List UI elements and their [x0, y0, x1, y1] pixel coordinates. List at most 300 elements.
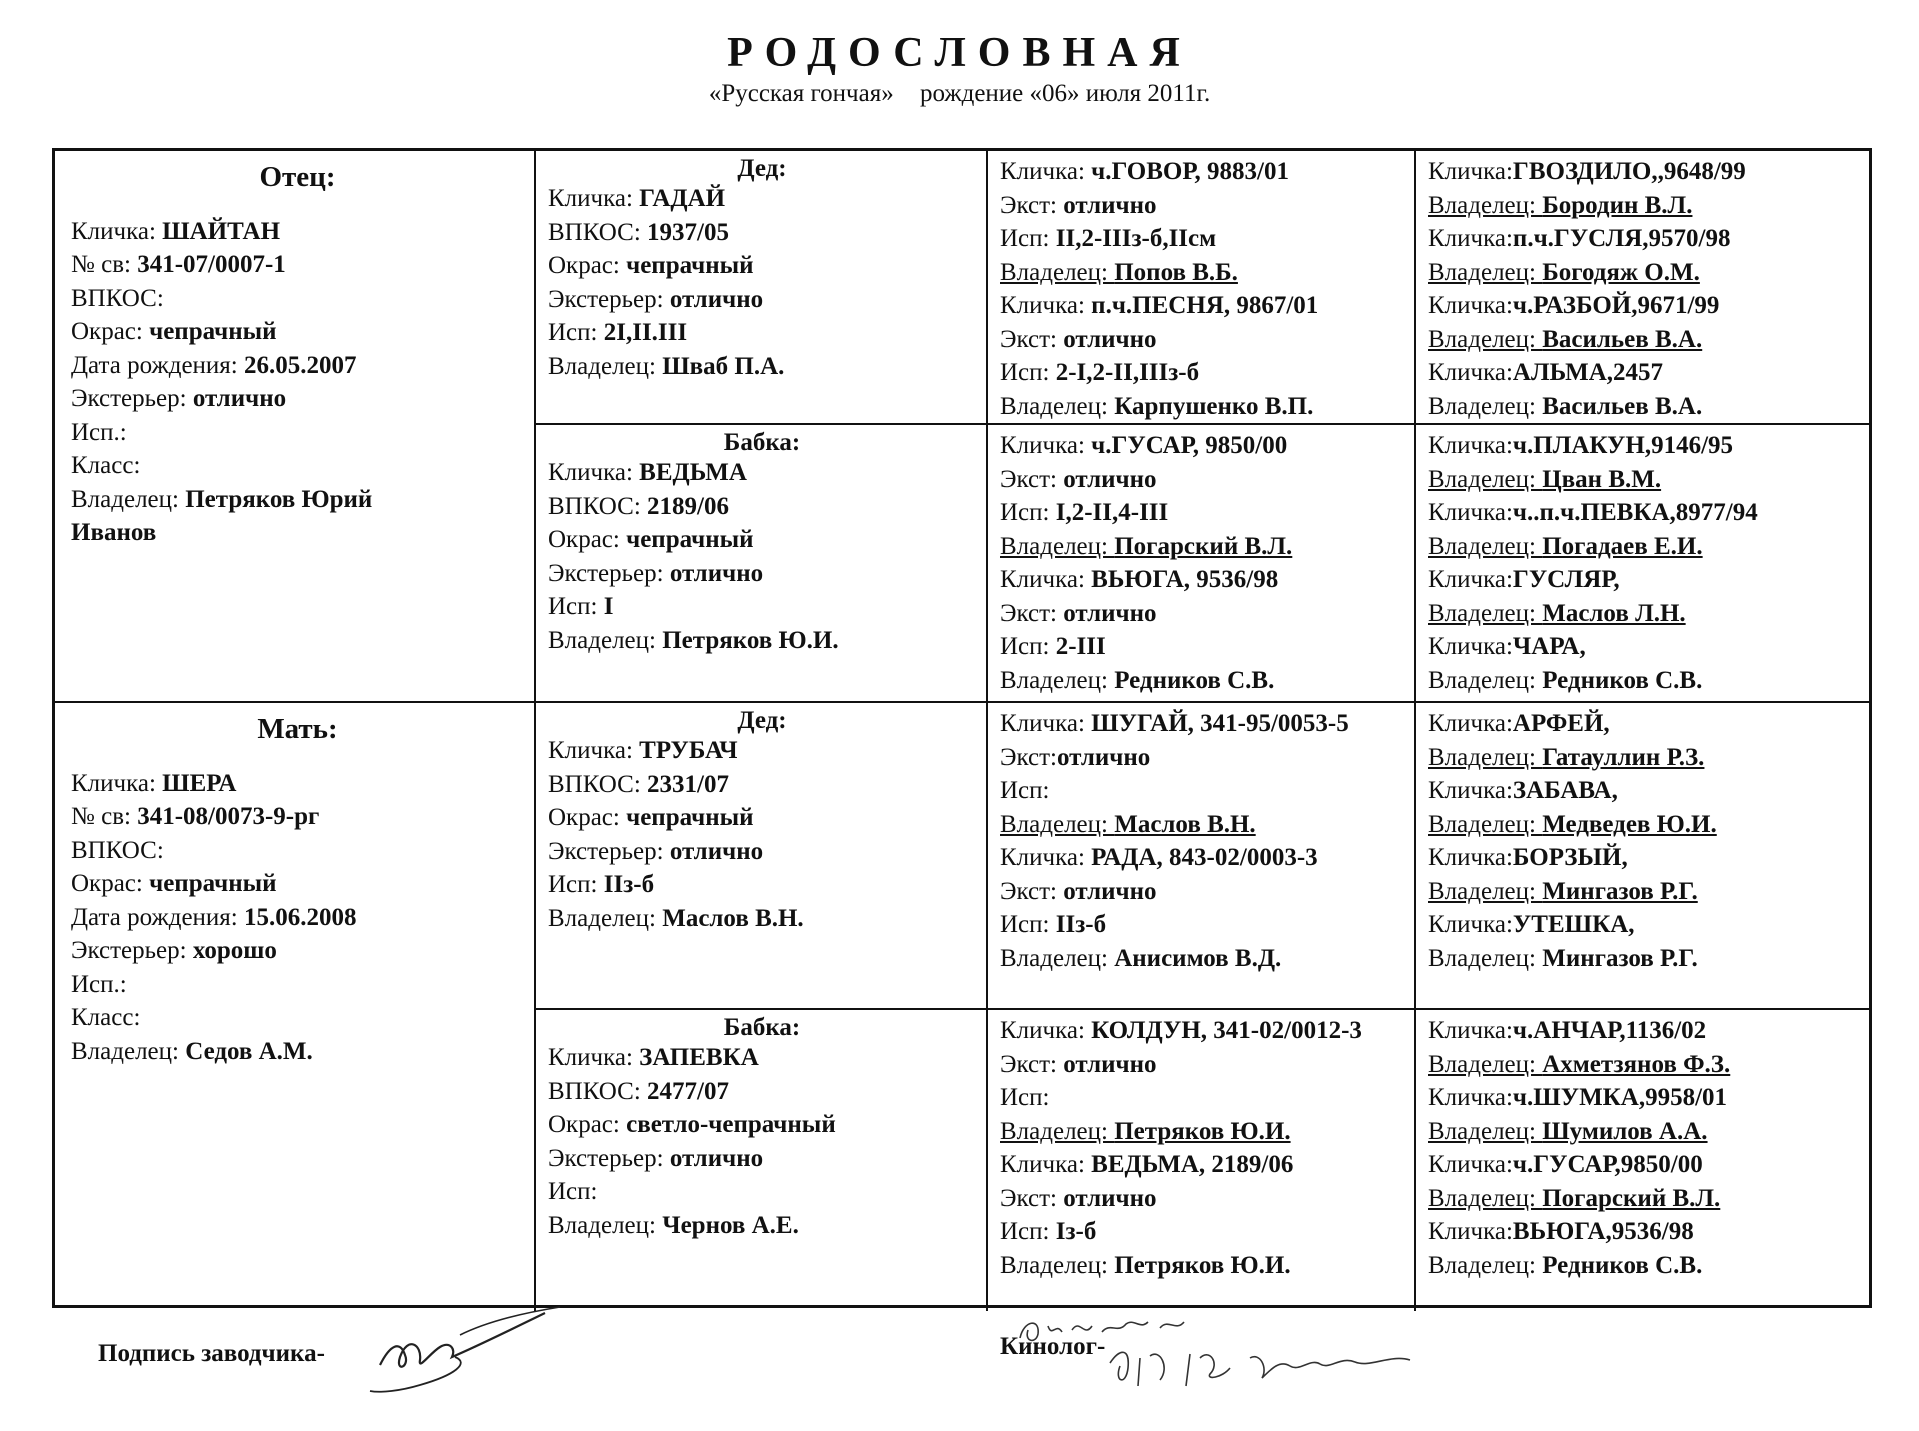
field-label: Владелец: [1428, 1117, 1543, 1145]
field-value: отлично [1057, 743, 1151, 771]
field-label: Кличка: [1428, 158, 1513, 185]
field-label: Владелец: [1000, 258, 1115, 286]
grandparent-line [548, 1142, 976, 1176]
great-grandparents-cell [988, 1010, 1416, 1311]
field-value: Погарский В.Л. [1114, 532, 1293, 560]
great-grandparent-line [1000, 707, 1404, 741]
breeder-signature-label: Подпись заводчика- [98, 1340, 325, 1367]
field-label: Владелец: [1000, 944, 1115, 972]
field-value: п.ч.ГУСЛЯ,9570/98 [1512, 225, 1731, 252]
mother-line [71, 834, 524, 868]
field-value: ГВОЗДИЛО,,9648/99 [1512, 158, 1746, 185]
field-value: УТЕШКА, [1512, 911, 1635, 938]
mother-line [71, 800, 524, 834]
field-label: Владелец: [1428, 392, 1543, 420]
great-great-grandparent-line [1428, 463, 1859, 497]
great-grandparent-line [1000, 664, 1404, 698]
great-great-grandparent-line [1428, 774, 1859, 808]
father-line [71, 416, 524, 450]
field-label: Кличка: [548, 1044, 640, 1071]
field-value: отлично [1063, 325, 1157, 353]
field-label: Кличка: [1428, 1151, 1513, 1178]
field-label: Исп: [548, 593, 604, 620]
field-value: Маслов В.Н. [1114, 810, 1256, 838]
field-label: Владелец: [1428, 532, 1543, 560]
field-value: КОЛДУН, 341-02/0012-3 [1091, 1017, 1362, 1044]
field-label: Исп: [548, 319, 604, 346]
field-value: Петряков Ю.И. [1114, 1251, 1291, 1279]
field-value: Бородин В.Л. [1542, 191, 1693, 219]
field-label: Кличка: [548, 737, 640, 764]
field-label: Экстерьер: [71, 937, 193, 964]
great-great-grandparent-line [1428, 741, 1859, 775]
mother-line [71, 968, 524, 1002]
field-label: Дата рождения: [71, 903, 244, 931]
field-value: отлично [669, 1144, 764, 1172]
great-great-grandparent-line [1428, 289, 1859, 323]
great-grandparent-line [1000, 774, 1404, 808]
field-label: Экст: [1000, 599, 1064, 627]
field-value: отлично [1063, 191, 1157, 219]
field-value: Редников С.В. [1542, 666, 1703, 694]
field-label: Исп: [548, 871, 604, 898]
field-value: Погадаев Е.И. [1542, 532, 1703, 560]
father-line [71, 282, 524, 316]
great-grandparent-line [1000, 155, 1404, 189]
field-label: Окрас: [71, 318, 150, 345]
great-great-grandparent-line [1428, 1148, 1859, 1182]
field-label: Кличка: [1000, 1017, 1092, 1044]
father-line [71, 248, 524, 282]
field-value: АРФЕЙ, [1512, 710, 1610, 737]
field-label: Кличка: [548, 459, 640, 486]
great-great-grandparent-line [1428, 356, 1859, 390]
grandparent-line [548, 868, 976, 902]
field-label: Владелец: [1000, 666, 1115, 694]
great-great-grandparent-line [1428, 256, 1859, 290]
field-label: Исп: [1000, 1084, 1050, 1111]
great-great-grandparent-line [1428, 630, 1859, 664]
field-value: БОРЗЫЙ, [1512, 844, 1628, 871]
grandparent-line [548, 590, 976, 624]
grandparent-line [548, 557, 976, 591]
field-label: ВПКОС: [548, 770, 648, 798]
father-line [71, 483, 524, 517]
field-label: Владелец: [1428, 1251, 1543, 1279]
field-label: Исп: [1000, 225, 1056, 252]
field-label: Кличка: [1428, 777, 1513, 804]
great-great-grandparent-line [1428, 222, 1859, 256]
field-value: отлично [1063, 599, 1157, 627]
great-grandparent-line [1000, 875, 1404, 909]
great-grandparent-line [1000, 1215, 1404, 1249]
great-great-grandparents-cell [1416, 151, 1869, 425]
field-label: Владелец: [548, 1211, 663, 1239]
mother-cell [55, 703, 536, 1311]
field-label: Владелец: [548, 352, 663, 380]
field-label: Кличка: [1428, 499, 1513, 526]
field-label: № св: [71, 803, 138, 830]
field-value: 2I,II.III [603, 319, 688, 346]
field-value: Васильев В.А. [1542, 325, 1703, 353]
field-value: 26.05.2007 [244, 351, 357, 379]
field-label: Кличка: [71, 217, 163, 245]
great-great-grandparent-line [1428, 155, 1859, 189]
field-value: ч.ПЛАКУН,9146/95 [1512, 432, 1734, 459]
field-value: хорошо [192, 937, 277, 964]
field-label: Владелец: [71, 1037, 186, 1065]
great-grandparent-line [1000, 289, 1404, 323]
field-value: Цван В.М. [1542, 465, 1662, 493]
field-label: Кличка: [1428, 292, 1513, 319]
field-label: Кличка: [1000, 844, 1092, 871]
grandparent-line [548, 801, 976, 835]
field-label: Экстерьер: [548, 1144, 670, 1172]
field-label: Кличка: [1428, 225, 1513, 252]
field-label: Владелец: [1428, 325, 1543, 353]
field-value: II,2-IIIз-б,IIсм [1055, 225, 1217, 252]
father-line [71, 215, 524, 249]
field-value: чепрачный [626, 252, 754, 279]
field-value: чепрачный [626, 804, 754, 831]
great-grandparent-line [1000, 356, 1404, 390]
field-label: Владелец: [1428, 1050, 1543, 1078]
great-great-grandparent-line [1428, 323, 1859, 357]
mother-role-heading: Мать: [257, 713, 338, 745]
field-value: Петряков Ю.И. [1114, 1117, 1291, 1145]
field-label: Класс: [71, 1004, 141, 1031]
field-value: ВЕДЬМА, 2189/06 [1091, 1151, 1294, 1178]
great-great-grandparent-line [1428, 496, 1859, 530]
field-value: ВЬЮГА,9536/98 [1512, 1218, 1694, 1245]
father-role-heading: Отец: [259, 161, 336, 193]
field-label: Владелец: [1000, 392, 1115, 420]
great-grandparent-line [1000, 429, 1404, 463]
field-value: РАДА, 843-02/0003-3 [1091, 844, 1318, 871]
mother-line [71, 901, 524, 935]
grandparent-line [548, 835, 976, 869]
field-label: Владелец: [1428, 810, 1543, 838]
field-label: Класс: [71, 452, 141, 479]
grandparent-cell [536, 1010, 988, 1311]
mother-line [71, 767, 524, 801]
great-great-grandparents-cell [1416, 425, 1869, 703]
great-great-grandparent-line [1428, 1115, 1859, 1149]
field-label: Владелец: [548, 626, 663, 654]
father-line [71, 315, 524, 349]
field-value: 1937/05 [647, 218, 729, 246]
field-value: IIз-б [603, 871, 655, 898]
great-great-grandparent-line [1428, 1182, 1859, 1216]
field-label: Дата рождения: [71, 351, 244, 379]
father-line [71, 516, 524, 550]
field-value: Петряков Ю.И. [662, 626, 839, 654]
great-grandparent-line [1000, 630, 1404, 664]
field-value: ЗАБАВА, [1512, 777, 1618, 804]
field-value: Мингазов Р.Г. [1542, 944, 1698, 972]
father-cell [55, 151, 536, 703]
great-grandparent-line [1000, 390, 1404, 424]
field-value: отлично [1063, 1184, 1157, 1212]
father-line [71, 449, 524, 483]
field-label: Владелец: [1428, 465, 1543, 493]
field-label: Кличка: [1000, 566, 1092, 593]
field-label: Экст: [1000, 1050, 1064, 1078]
father-line [71, 382, 524, 416]
great-great-grandparent-line [1428, 1081, 1859, 1115]
cynologist-signature-label: Кинолог- [1000, 1333, 1106, 1360]
great-great-grandparent-line [1428, 942, 1859, 976]
field-value: Редников С.В. [1542, 1251, 1703, 1279]
field-label: Кличка: [1000, 1151, 1092, 1178]
great-great-grandparent-line [1428, 1249, 1859, 1283]
great-grandparent-line [1000, 1115, 1404, 1149]
great-great-grandparent-line [1428, 1014, 1859, 1048]
field-value: 2331/07 [647, 770, 729, 798]
field-label: Кличка: [1428, 710, 1513, 737]
great-great-grandparent-line [1428, 808, 1859, 842]
field-label: Кличка: [1428, 359, 1513, 386]
great-grandparent-line [1000, 256, 1404, 290]
field-label: Исп.: [71, 970, 127, 998]
field-label: ВПКОС: [548, 1077, 648, 1105]
great-great-grandparents-cell [1416, 703, 1869, 1010]
grandparent-line [548, 1075, 976, 1109]
grandparent-line [548, 1175, 976, 1209]
grandparent-line [548, 283, 976, 317]
field-value: IIз-б [1055, 911, 1107, 938]
field-value: отлично [192, 385, 287, 412]
field-label: Владелец: [1000, 810, 1115, 838]
field-value: 2-III [1055, 633, 1106, 660]
grandparent-line [548, 1041, 976, 1075]
field-label: Кличка: [71, 769, 163, 797]
field-value: ШАЙТАН [162, 217, 281, 245]
field-label: Экстерьер: [71, 385, 193, 412]
field-label: Экст: [1000, 325, 1064, 353]
great-grandparent-line [1000, 1249, 1404, 1283]
mother-line [71, 1035, 524, 1069]
field-value: 341-07/0007-1 [137, 251, 286, 278]
field-value: ВЬЮГА, 9536/98 [1091, 566, 1279, 593]
field-label: Исп: [1000, 359, 1056, 386]
field-value: Карпушенко В.П. [1114, 392, 1314, 420]
field-label: Владелец: [1000, 1117, 1115, 1145]
grandparent-line [548, 350, 976, 384]
field-value: ч.ШУМКА,9958/01 [1512, 1084, 1728, 1111]
grandparent-line [548, 523, 976, 557]
grandparent-line [548, 624, 976, 658]
great-grandparent-line [1000, 463, 1404, 497]
field-label: Владелец: [1428, 191, 1543, 219]
great-grandparent-line [1000, 942, 1404, 976]
field-label: Экстерьер: [548, 559, 670, 587]
mother-line [71, 867, 524, 901]
grandparent-line [548, 1108, 976, 1142]
field-label: Кличка: [1428, 911, 1513, 938]
field-label: Владелец: [1000, 532, 1115, 560]
field-value: ЧАРА, [1512, 633, 1586, 660]
great-great-grandparent-line [1428, 1215, 1859, 1249]
grandparent-role-heading: Дед: [737, 155, 787, 182]
field-label: ВПКОС: [548, 218, 648, 246]
great-great-grandparent-line [1428, 664, 1859, 698]
great-great-grandparent-line [1428, 841, 1859, 875]
field-value: Маслов Л.Н. [1542, 599, 1686, 627]
pedigree-table [52, 148, 1872, 1308]
field-label: Владелец: [1428, 1184, 1543, 1212]
field-value: п.ч.ПЕСНЯ, 9867/01 [1091, 292, 1319, 319]
field-value: отлично [1063, 877, 1157, 905]
field-label: Кличка: [1428, 1084, 1513, 1111]
field-value: ТРУБАЧ [639, 737, 738, 764]
field-label: Кличка: [1428, 1017, 1513, 1044]
field-value: 2477/07 [647, 1077, 729, 1105]
field-value: Маслов В.Н. [662, 904, 804, 932]
field-label: ВПКОС: [71, 284, 164, 312]
field-value: 15.06.2008 [244, 903, 357, 931]
breed-label: «Русская гончая» [708, 80, 894, 107]
field-label: Кличка: [1000, 292, 1092, 319]
grandparent-role-heading: Бабка: [723, 1014, 801, 1041]
field-label: Экст: [1000, 1184, 1064, 1212]
great-grandparents-cell [988, 425, 1416, 703]
field-label: Исп.: [71, 418, 127, 446]
field-value: отлично [669, 837, 764, 865]
field-label: Экст: [1000, 877, 1064, 905]
great-great-grandparent-line [1428, 597, 1859, 631]
field-label: Кличка: [1428, 1218, 1513, 1245]
field-value: чепрачный [149, 318, 277, 345]
field-value: Гатауллин Р.З. [1542, 743, 1705, 771]
grandparent-line [548, 1209, 976, 1243]
field-value: ЗАПЕВКА [639, 1044, 759, 1071]
mother-line [71, 934, 524, 968]
grandparent-cell [536, 425, 988, 703]
field-value: светло-чепрачный [626, 1111, 836, 1138]
field-label: ВПКОС: [548, 492, 648, 520]
great-grandparents-cell [988, 703, 1416, 1010]
great-grandparent-line [1000, 841, 1404, 875]
field-label: Исп: [1000, 777, 1050, 804]
field-value: отлично [1063, 1050, 1157, 1078]
field-value: ШЕРА [162, 769, 237, 797]
field-value: чепрачный [626, 526, 754, 553]
field-label: Владелец: [548, 904, 663, 932]
great-grandparent-line [1000, 530, 1404, 564]
field-label: Экст: [1000, 191, 1064, 219]
great-great-grandparent-line [1428, 707, 1859, 741]
field-value: Васильев В.А. [1542, 392, 1703, 420]
great-great-grandparent-line [1428, 1048, 1859, 1082]
field-value: ч.АНЧАР,1136/02 [1512, 1017, 1707, 1044]
birth-date-label: рождение «06» июля 2011г. [919, 80, 1211, 107]
grandparent-line [548, 768, 976, 802]
great-grandparent-line [1000, 323, 1404, 357]
field-value: ч.ГУСАР, 9850/00 [1091, 432, 1288, 459]
field-label: Кличка: [1000, 432, 1092, 459]
field-label: Экстерьер: [548, 837, 670, 865]
field-label: Кличка: [1428, 633, 1513, 660]
field-value: ч..п.ч.ПЕВКА,8977/94 [1512, 499, 1758, 526]
grandparent-role-heading: Дед: [737, 707, 787, 734]
grandparent-line [548, 490, 976, 524]
great-great-grandparent-line [1428, 390, 1859, 424]
grandparent-line [548, 182, 976, 216]
grandparent-line [548, 249, 976, 283]
mother-line [71, 1001, 524, 1035]
field-value: отлично [669, 285, 764, 313]
great-great-grandparent-line [1428, 530, 1859, 564]
field-value: Iз-б [1055, 1218, 1097, 1245]
field-value: ч.ГУСАР,9850/00 [1512, 1151, 1703, 1178]
great-grandparent-line [1000, 1048, 1404, 1082]
field-label: Исп: [1000, 1218, 1056, 1245]
document-subtitle [0, 78, 1919, 110]
great-grandparent-line [1000, 1182, 1404, 1216]
field-value: Редников С.В. [1114, 666, 1275, 694]
field-label: Владелец: [1428, 666, 1543, 694]
great-great-grandparent-line [1428, 429, 1859, 463]
great-grandparent-line [1000, 222, 1404, 256]
grandparent-cell [536, 151, 988, 425]
field-value: Анисимов В.Д. [1114, 944, 1282, 972]
field-label: Владелец: [71, 485, 186, 513]
great-grandparent-line [1000, 496, 1404, 530]
great-grandparents-cell [988, 151, 1416, 425]
field-label: Исп: [548, 1178, 598, 1205]
field-value: ВЕДЬМА [639, 459, 747, 486]
field-value: Иванов [71, 519, 157, 546]
great-grandparent-line [1000, 908, 1404, 942]
great-grandparent-line [1000, 741, 1404, 775]
field-value: ч.ГОВОР, 9883/01 [1091, 158, 1289, 185]
field-label: Владелец: [1428, 258, 1543, 286]
field-value: ГАДАЙ [639, 185, 726, 212]
grandparent-line [548, 902, 976, 936]
field-label: Владелец: [1000, 1251, 1115, 1279]
field-value: отлично [1063, 465, 1157, 493]
field-label: Окрас: [548, 526, 627, 553]
field-label: Окрас: [71, 870, 150, 897]
field-value: ШУГАЙ, 341-95/0053-5 [1091, 710, 1349, 737]
field-label: Исп: [1000, 633, 1056, 660]
great-grandparent-line [1000, 1014, 1404, 1048]
field-value: I,2-II,4-III [1055, 499, 1169, 526]
great-grandparent-line [1000, 563, 1404, 597]
field-label: Владелец: [1428, 743, 1543, 771]
field-label: Владелец: [1428, 877, 1543, 905]
field-value: Чернов А.Е. [662, 1211, 799, 1239]
great-grandparent-line [1000, 1148, 1404, 1182]
great-great-grandparent-line [1428, 189, 1859, 223]
grandparent-line [548, 216, 976, 250]
field-value: Медведев Ю.И. [1542, 810, 1717, 838]
field-value: ч.РАЗБОЙ,9671/99 [1512, 292, 1720, 319]
grandparent-cell [536, 703, 988, 1010]
field-label: Кличка: [1000, 158, 1092, 185]
great-great-grandparent-line [1428, 908, 1859, 942]
great-great-grandparents-cell [1416, 1010, 1869, 1311]
grandparent-line [548, 734, 976, 768]
father-line [71, 349, 524, 383]
grandparent-line [548, 456, 976, 490]
field-value: Ахметзянов Ф.З. [1542, 1050, 1731, 1078]
grandparent-role-heading: Бабка: [723, 429, 801, 456]
field-value: Погарский В.Л. [1542, 1184, 1721, 1212]
field-label: Экст: [1000, 465, 1064, 493]
field-value: Шумилов А.А. [1542, 1117, 1708, 1145]
